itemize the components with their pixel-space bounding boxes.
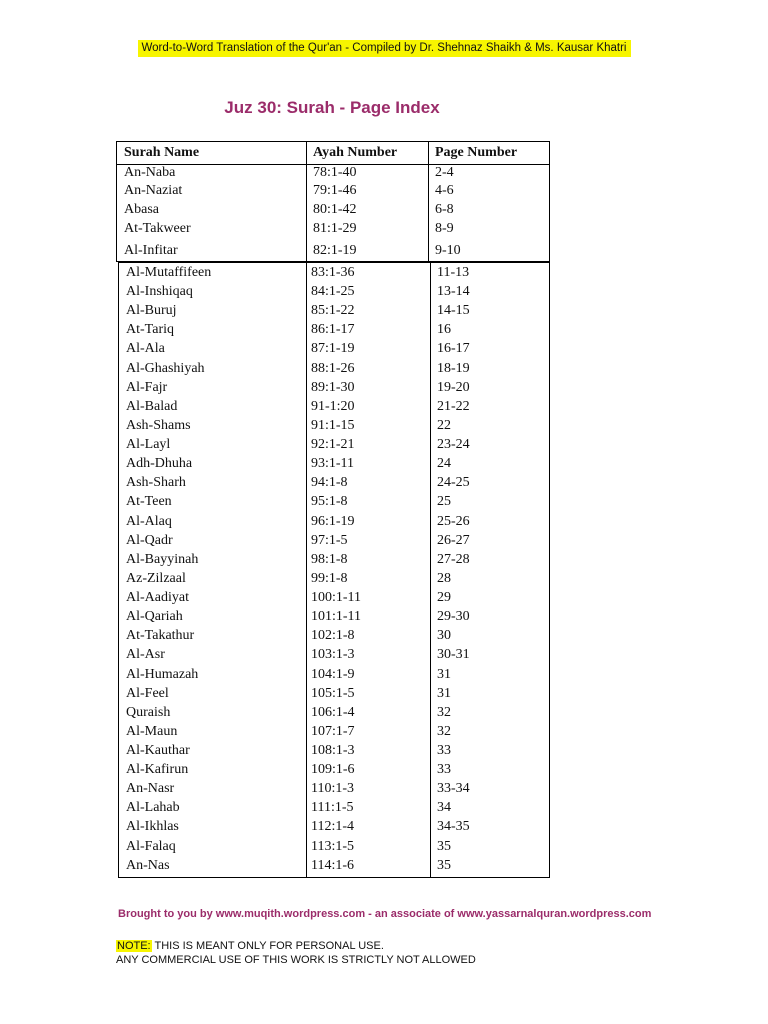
ayah-number-cell: 96:1-19 — [311, 514, 355, 529]
credit-line: Brought to you by www.muqith.wordpress.com - an associate of www.yassarnalquran.wordpress.com — [118, 908, 652, 920]
page-number-cell: 16 — [437, 322, 451, 337]
page-number-cell: 30-31 — [437, 647, 470, 662]
surah-name-cell: Ash-Shams — [126, 418, 191, 433]
note-line-2: ANY COMMERCIAL USE OF THIS WORK IS STRICTLY NOT ALLOWED — [116, 954, 476, 966]
surah-name-cell: Al-Bayyinah — [126, 552, 199, 567]
page-number-cell: 25-26 — [437, 514, 470, 529]
page-number-cell: 34-35 — [437, 819, 470, 834]
surah-name-cell: Al-Infitar — [124, 243, 178, 258]
surah-name-cell: At-Takweer — [124, 221, 191, 236]
ayah-number-cell: 97:1-5 — [311, 533, 348, 548]
page-number-cell: 8-9 — [435, 221, 454, 236]
page-number-cell: 31 — [437, 686, 451, 701]
ayah-number-cell: 83:1-36 — [311, 265, 355, 280]
usage-note — [116, 939, 476, 967]
surah-name-cell: Al-Asr — [126, 647, 165, 662]
ayah-number-cell: 110:1-3 — [311, 781, 355, 796]
column-header-page-number: Page Number — [435, 145, 518, 160]
page-number-cell: 32 — [437, 705, 451, 720]
note-label: NOTE: — [117, 940, 151, 952]
page-number-cell: 28 — [437, 571, 451, 586]
page-number-cell: 6-8 — [435, 202, 454, 217]
surah-name-cell: Al-Buruj — [126, 303, 177, 318]
surah-name-cell: Al-Fajr — [126, 380, 168, 395]
page-number-cell: 18-19 — [437, 361, 470, 376]
ayah-number-cell: 104:1-9 — [311, 667, 355, 682]
surah-name-cell: Quraish — [126, 705, 171, 720]
column-divider — [430, 263, 431, 877]
ayah-number-cell: 87:1-19 — [311, 341, 355, 356]
page-number-cell: 27-28 — [437, 552, 470, 567]
page-title: Juz 30: Surah - Page Index — [224, 98, 440, 117]
header-banner-text: Word-to-Word Translation of the Qur'an - Compiled by Dr. Shehnaz Shaikh & Ms. Kausar Khatri — [138, 40, 631, 57]
ayah-number-cell: 95:1-8 — [311, 494, 348, 509]
ayah-number-cell: 86:1-17 — [311, 322, 355, 337]
surah-name-cell: Al-Inshiqaq — [126, 284, 193, 299]
page-number-cell: 32 — [437, 724, 451, 739]
page-number-cell: 33 — [437, 743, 451, 758]
column-divider — [306, 263, 307, 877]
page-number-cell: 29-30 — [437, 609, 470, 624]
index-table-part2 — [118, 262, 550, 878]
surah-name-cell: Al-Aadiyat — [126, 590, 189, 605]
page-number-cell: 29 — [437, 590, 451, 605]
column-header-surah-name: Surah Name — [124, 145, 200, 160]
surah-name-cell: Al-Qariah — [126, 609, 183, 624]
ayah-number-cell: 102:1-8 — [311, 628, 355, 643]
ayah-number-cell: 89:1-30 — [311, 380, 355, 395]
surah-name-cell: Al-Kafirun — [126, 762, 189, 777]
page-number-cell: 11-13 — [437, 265, 470, 280]
page-number-cell: 9-10 — [435, 243, 461, 258]
ayah-number-cell: 93:1-11 — [311, 456, 355, 471]
surah-name-cell: Al-Falaq — [126, 839, 176, 854]
surah-name-cell: Al-Ikhlas — [126, 819, 179, 834]
header-banner — [0, 38, 768, 57]
page-number-cell: 22 — [437, 418, 451, 433]
ayah-number-cell: 81:1-29 — [313, 221, 357, 236]
surah-name-cell: Al-Mutaffifeen — [126, 265, 212, 280]
page-number-cell: 33 — [437, 762, 451, 777]
ayah-number-cell: 80:1-42 — [313, 202, 357, 217]
surah-name-cell: An-Naba — [124, 165, 176, 180]
page-number-cell: 31 — [437, 667, 451, 682]
page-number-cell: 13-14 — [437, 284, 470, 299]
column-divider — [428, 142, 429, 261]
index-table-part1 — [116, 141, 550, 262]
ayah-number-cell: 85:1-22 — [311, 303, 355, 318]
ayah-number-cell: 107:1-7 — [311, 724, 355, 739]
note-line-1: THIS IS MEANT ONLY FOR PERSONAL USE. — [151, 940, 384, 952]
page-number-cell: 26-27 — [437, 533, 470, 548]
surah-name-cell: Al-Feel — [126, 686, 169, 701]
surah-name-cell: An-Nas — [126, 858, 170, 873]
ayah-number-cell: 105:1-5 — [311, 686, 355, 701]
ayah-number-cell: 103:1-3 — [311, 647, 355, 662]
page-number-cell: 35 — [437, 839, 451, 854]
column-divider — [306, 142, 307, 261]
surah-name-cell: Al-Layl — [126, 437, 171, 452]
surah-name-cell: Al-Kauthar — [126, 743, 190, 758]
ayah-number-cell: 91-1:20 — [311, 399, 355, 414]
ayah-number-cell: 99:1-8 — [311, 571, 348, 586]
page-number-cell: 24 — [437, 456, 451, 471]
column-header-ayah-number: Ayah Number — [313, 145, 398, 160]
ayah-number-cell: 106:1-4 — [311, 705, 355, 720]
surah-name-cell: Al-Ghashiyah — [126, 361, 205, 376]
ayah-number-cell: 91:1-15 — [311, 418, 355, 433]
ayah-number-cell: 88:1-26 — [311, 361, 355, 376]
surah-name-cell: Al-Humazah — [126, 667, 199, 682]
page-number-cell: 19-20 — [437, 380, 470, 395]
surah-name-cell: Al-Qadr — [126, 533, 173, 548]
ayah-number-cell: 82:1-19 — [313, 243, 357, 258]
surah-name-cell: Al-Lahab — [126, 800, 180, 815]
ayah-number-cell: 100:1-11 — [311, 590, 362, 605]
page-number-cell: 16-17 — [437, 341, 470, 356]
ayah-number-cell: 109:1-6 — [311, 762, 355, 777]
page-number-cell: 2-4 — [435, 165, 454, 180]
ayah-number-cell: 108:1-3 — [311, 743, 355, 758]
ayah-number-cell: 84:1-25 — [311, 284, 355, 299]
surah-name-cell: Al-Maun — [126, 724, 178, 739]
page-number-cell: 23-24 — [437, 437, 470, 452]
surah-name-cell: At-Tariq — [126, 322, 175, 337]
ayah-number-cell: 114:1-6 — [311, 858, 355, 873]
ayah-number-cell: 113:1-5 — [311, 839, 355, 854]
page-number-cell: 30 — [437, 628, 451, 643]
page-number-cell: 25 — [437, 494, 451, 509]
surah-name-cell: At-Takathur — [126, 628, 195, 643]
surah-name-cell: Adh-Dhuha — [126, 456, 193, 471]
page-number-cell: 33-34 — [437, 781, 470, 796]
ayah-number-cell: 112:1-4 — [311, 819, 355, 834]
page-number-cell: 4-6 — [435, 183, 454, 198]
surah-name-cell: Abasa — [124, 202, 159, 217]
surah-name-cell: Al-Ala — [126, 341, 165, 356]
ayah-number-cell: 98:1-8 — [311, 552, 348, 567]
surah-name-cell: An-Naziat — [124, 183, 183, 198]
surah-name-cell: At-Teen — [126, 494, 172, 509]
surah-name-cell: Az-Zilzaal — [126, 571, 186, 586]
ayah-number-cell: 78:1-40 — [313, 165, 357, 180]
page-number-cell: 24-25 — [437, 475, 470, 490]
page-number-cell: 21-22 — [437, 399, 470, 414]
surah-name-cell: Al-Balad — [126, 399, 178, 414]
page-number-cell: 14-15 — [437, 303, 470, 318]
surah-name-cell: Ash-Sharh — [126, 475, 186, 490]
ayah-number-cell: 101:1-11 — [311, 609, 362, 624]
surah-name-cell: Al-Alaq — [126, 514, 172, 529]
ayah-number-cell: 111:1-5 — [311, 800, 354, 815]
page-number-cell: 34 — [437, 800, 451, 815]
surah-name-cell: An-Nasr — [126, 781, 175, 796]
page-number-cell: 35 — [437, 858, 451, 873]
ayah-number-cell: 92:1-21 — [311, 437, 355, 452]
ayah-number-cell: 79:1-46 — [313, 183, 357, 198]
ayah-number-cell: 94:1-8 — [311, 475, 348, 490]
